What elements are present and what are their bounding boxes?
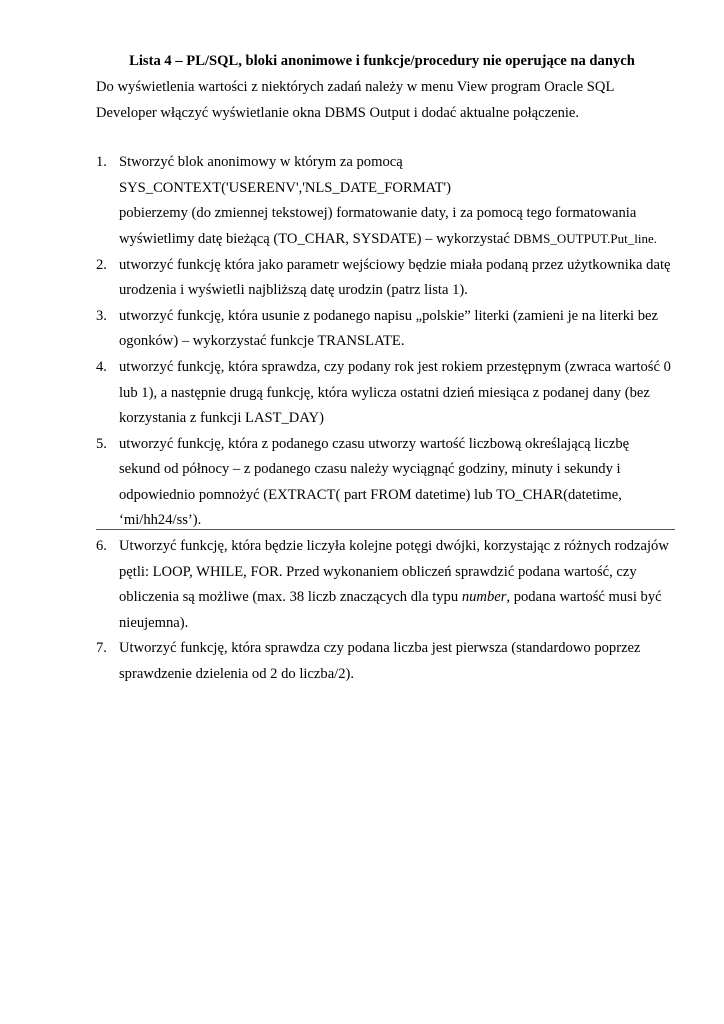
item-7-line-2: sprawdzenie dzielenia od 2 do liczba/2). bbox=[119, 666, 355, 682]
item-6-line-3-before: obliczenia są możliwe (max. 38 liczb znaczących dla typu bbox=[119, 589, 462, 605]
item-1-line-4-text: wyświetlimy datę bieżącą (TO_CHAR, SYSDATE) – wykorzystać bbox=[119, 231, 514, 247]
item-6-line-1: Utworzyć funkcję, która będzie liczyła kolejne potęgi dwójki, korzystając z różnych rodzajów bbox=[119, 538, 669, 554]
item-6-italic-number: number bbox=[461, 589, 507, 605]
item-4-line-1: utworzyć funkcję, która sprawdza, czy podany rok jest rokiem przestępnym (zwraca wartość 0 bbox=[119, 359, 671, 375]
item-1-line-1: Stworzyć blok anonimowy w którym za pomocą bbox=[119, 154, 403, 170]
item-7-line-1: Utworzyć funkcję, która sprawdza czy podana liczba jest pierwsza (standardowo poprzez bbox=[119, 640, 641, 656]
item-5-line-1: utworzyć funkcję, która z podanego czasu utworzy wartość liczbową określającą liczbę bbox=[119, 436, 630, 452]
item-3-line-2: ogonków) – wykorzystać funkcje TRANSLATE. bbox=[119, 333, 405, 349]
item-7-number: 7. bbox=[96, 640, 107, 656]
item-6-line-3 bbox=[119, 587, 662, 607]
item-5-line-2: sekund od północy – z podanego czasu należy wyciągnąć godziny, minuty i sekundy i bbox=[119, 461, 621, 477]
item-1-number: 1. bbox=[96, 154, 107, 170]
intro-line-2: Developer włączyć wyświetlanie okna DBMS Output i dodać aktualne połączenie. bbox=[96, 105, 580, 121]
item-1-code: DBMS_OUTPUT.Put_line. bbox=[513, 231, 657, 246]
item-6-line-4: nieujemna). bbox=[119, 615, 189, 631]
section-divider bbox=[96, 529, 675, 530]
item-2-line-2: urodzenia i wyświetli najbliższą datę urodzin (patrz lista 1). bbox=[119, 282, 468, 298]
page-title: Lista 4 – PL/SQL, bloki anonimowe i funkcje/procedury nie operujące na danych bbox=[129, 53, 635, 69]
item-3-number: 3. bbox=[96, 308, 107, 324]
item-4-number: 4. bbox=[96, 359, 107, 375]
item-4-line-2: lub 1), a następnie drugą funkcję, która wylicza ostatni dzień miesiąca z podanej dany (bez bbox=[119, 385, 650, 401]
item-6-line-2: pętli: LOOP, WHILE, FOR. Przed wykonaniem obliczeń sprawdzić podana wartość, czy bbox=[119, 564, 637, 580]
item-5-line-4: ‘mi/hh24/ss’). bbox=[119, 512, 202, 528]
item-1-line-2: SYS_CONTEXT('USERENV','NLS_DATE_FORMAT') bbox=[119, 180, 451, 196]
intro-line-1: Do wyświetlenia wartości z niektórych zadań należy w menu View program Oracle SQL bbox=[96, 79, 615, 95]
item-4-line-3: korzystania z funkcji LAST_DAY) bbox=[119, 410, 324, 426]
item-3-line-1: utworzyć funkcję, która usunie z podanego napisu „polskie” literki (zamieni je na literki bez bbox=[119, 308, 658, 324]
item-6-number: 6. bbox=[96, 538, 107, 554]
item-2-number: 2. bbox=[96, 257, 107, 273]
item-1-line-3: pobierzemy (do zmiennej tekstowej) formatowanie daty, i za pomocą tego formatowania bbox=[119, 205, 637, 221]
item-5-line-3: odpowiednio pomnożyć (EXTRACT( part FROM datetime) lub TO_CHAR(datetime, bbox=[119, 487, 622, 503]
item-2-line-1: utworzyć funkcję która jako parametr wejściowy będzie miała podaną przez użytkownika datę bbox=[119, 257, 671, 273]
item-1-line-4 bbox=[119, 229, 657, 249]
item-6-line-3-after: , podana wartość musi być bbox=[506, 589, 662, 605]
item-5-number: 5. bbox=[96, 436, 107, 452]
